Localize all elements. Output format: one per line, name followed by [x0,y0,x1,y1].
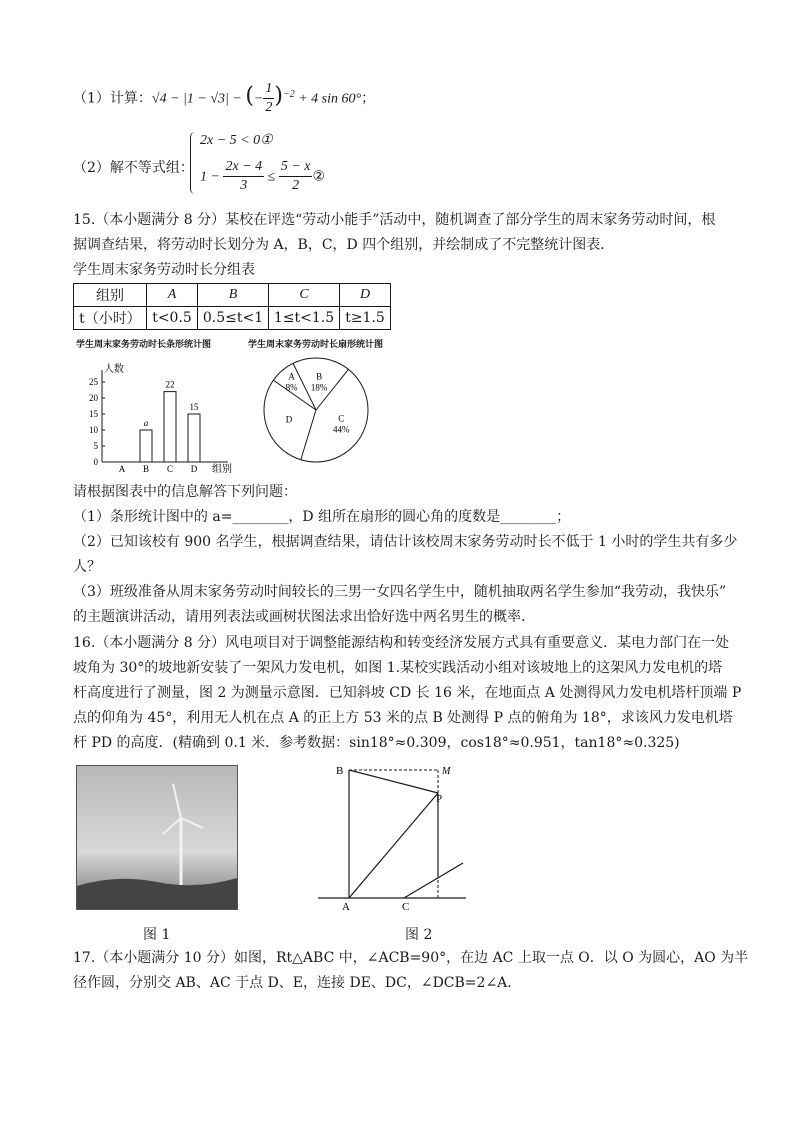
q15-line1: 15.（本小题满分 8 分）某校在评选“劳动小能手”活动中，随机调查了部分学生的周末家务劳动时间，根 [73,212,716,228]
y-tick-label: 10 [89,425,98,435]
q14-part2-label: （2）解不等式组： [73,160,194,176]
pie-label-B: B [316,371,323,382]
y-tick-label: 5 [93,441,98,451]
q15-line2: 据调查结果，将劳动时长划分为 A，B，C，D 四个组别，并绘制成了不完整统计图表． [73,237,615,253]
q14-fraction: $\frac{1}{2}$ [265,81,273,115]
bar-D [188,414,200,462]
x-tick-label: B [142,464,150,474]
q15-sub2b: 人？ [73,559,101,575]
q16-line4: 点的仰角为 45°，利用无人机在点 A 的正上方 53 米的点 B 处测得 P 点的俯角为 18°，求该风力发电机塔 [73,710,733,726]
bar-label: 15 [189,402,199,412]
bar-chart-caption: 学生周末家务劳动时长条形统计图 [76,340,212,350]
q17-line1: 17.（本小题满分 10 分）如图，Rt△ABC 中，∠ACB=90°，在边 AC 上取一点 O．以 O 为圆心，AO 为半 [73,950,749,966]
label-C: C [402,901,410,913]
pie-chart [250,355,380,465]
x-axis-label: 组别 [212,464,232,475]
group-table [73,283,391,330]
y-tick-label: 25 [89,377,98,387]
y-axis-label: 人数 [104,364,124,375]
q16-line2: 坡角为 30°的坡地新安装了一架风力发电机，如图 1.某校实践活动小组对该坡地上的这架风力发电机的塔 [73,660,723,676]
table-title: 学生周末家务劳动时长分组表 [73,262,255,278]
q15-sub1: （1）条形统计图中的 a=________，D 组所在扇形的圆心角的度数是________； [73,509,571,525]
pie-value-B: 18% [310,382,328,393]
label-P: P [436,793,443,805]
y-tick-label: 20 [89,393,98,403]
bar-chart [80,358,245,476]
q15-sub2a: （2）已知该校有 900 名学生，根据调查结果，请估计该校周末家务劳动时长不低于 1 小时的学生共有多少 [73,534,738,550]
pie-label-A: A [288,371,295,382]
label-B: B [336,765,344,777]
q14-part1: （1）计算：√4 − |1 − √3| − (− $\frac{1}{2}$ )$^{-2}$ + 4 sin 60°； [73,81,376,115]
table-row: t（小时） t<0.5 0.5≤t<1 1≤t<1.5 t≥1.5 [74,307,391,330]
q16-line1: 16.（本小题满分 8 分）风电项目对于调整能源结构和转变经济发展方式具有重要意义．某电力部门在一处 [73,635,730,651]
q15-sub3b: 的主题演讲活动，请用列表法或画树状图法求出恰好选中两名男生的概率． [73,609,535,625]
bar-C [164,392,176,462]
q16-line3: 杆高度进行了测量，图 2 为测量示意图．已知斜坡 CD 长 16 米，在地面点 A 处测得风力发电机塔杆顶端 P [73,685,742,701]
y-tick-label: 0 [93,457,98,467]
pie-label-C: C [338,413,345,424]
x-tick-label: A [118,464,126,474]
q15-intro: 请根据图表中的信息解答下列问题： [73,484,297,500]
wind-turbine-icon [77,766,237,909]
bar-label: a [143,418,149,428]
inequality-2: 1 − $\frac{2x - 4}{3}$ ≤ $\frac{5 - x}{2}$ ② [200,159,326,193]
pie-value-C: 44% [333,424,350,435]
pie-value-A: 8% [285,382,298,393]
fig2-caption: 图 2 [405,927,433,943]
wind-turbine-photo [76,765,238,910]
pie-label-D: D [285,414,293,425]
q17-line2: 径作圆，分别交 AB、AC 于点 D、E，连接 DE、DC，∠DCB=2∠A． [73,975,522,991]
fig1-caption: 图 1 [143,927,171,943]
x-tick-label: C [166,464,174,474]
bar-B [140,430,152,462]
y-tick-label: 15 [89,409,98,419]
pie-chart-caption: 学生周末家务劳动时长扇形统计图 [248,340,384,350]
bar-label: 22 [165,379,175,390]
label-A: A [342,901,350,913]
q15-sub3a: （3）班级准备从周末家务劳动时间较长的三男一女四名学生中，随机抽取两名学生参加“我劳动，我快乐” [73,584,727,600]
brace [190,132,195,194]
inequality-1: 2x − 5 < 0① [200,133,273,148]
table-header-row: 组别 A B C D [74,284,391,307]
measurement-diagram [318,760,468,915]
q16-line5: 杆 PD 的高度．(精确到 0.1 米．参考数据：sin18°≈0.309，cos18°≈0.951，tan18°≈0.325) [73,735,680,751]
x-tick-label: D [190,464,198,474]
label-M: M [442,766,451,777]
